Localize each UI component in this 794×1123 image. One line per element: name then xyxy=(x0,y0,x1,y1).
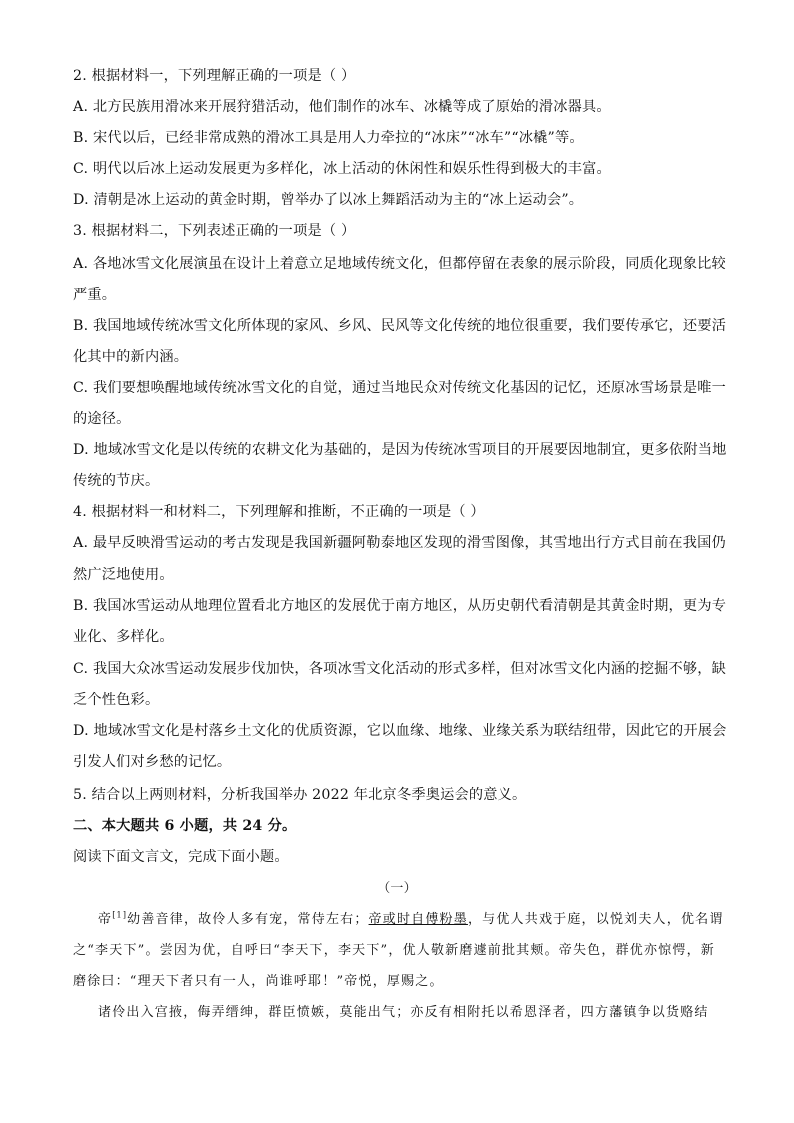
question-3-option-a-cont: 严重。 xyxy=(73,287,117,303)
passage-text: 帝 xyxy=(98,912,113,927)
passage-text: 幼善音律，故伶人多有宠，常侍左右； xyxy=(127,912,369,927)
question-4-stem: 4. 根据材料一和材料二，下列理解和推断，不正确的一项是（ ） xyxy=(73,504,485,520)
question-4-option-b-cont: 业化、多样化。 xyxy=(73,629,174,645)
question-5-stem: 5. 结合以上两则材料，分析我国举办 2022 年北京冬季奥运会的意义。 xyxy=(73,787,527,803)
question-3-option-c: C. 我们要想唤醒地域传统冰雪文化的自觉，通过当地民众对传统文化基因的记忆，还原冰雪场景是唯一 xyxy=(73,380,727,396)
question-4-option-d: D. 地域冰雪文化是村落乡土文化的优质资源，它以血缘、地缘、业缘关系为联结纽带，因此它的开展会 xyxy=(73,723,727,739)
question-4-option-d-cont: 引发人们对乡愁的记忆。 xyxy=(73,754,232,770)
question-2-option-c: C. 明代以后冰上运动发展更为多样化，冰上活动的休闲性和娱乐性得到极大的丰富。 xyxy=(73,161,611,177)
passage-paragraph-2-line-1: 诸伶出入宫掖，侮弄缙绅，群臣愤嫉，莫能出气；亦反有相附托以希恩泽者，四方藩镇争以货赂结 xyxy=(98,1005,709,1020)
passage-paragraph-1-line-3: 磨徐曰：“理天下者只有一人，尚谁呼耶！”帝悦，厚赐之。 xyxy=(73,974,444,989)
question-3-option-d: D. 地域冰雪文化是以传统的农耕文化为基础的，是因为传统冰雪项目的开展要因地制宜，更多依附当地 xyxy=(73,442,727,458)
question-2-stem: 2. 根据材料一，下列理解正确的一项是（ ） xyxy=(73,68,356,84)
section-2-heading: 二、本大题共 6 小题，共 24 分。 xyxy=(73,818,297,834)
section-2-instruction: 阅读下面文言文，完成下面小题。 xyxy=(73,849,289,865)
question-3-option-d-cont: 传统的节庆。 xyxy=(73,473,160,489)
question-3-option-a: A. 各地冰雪文化展演虽在设计上着意立足地域传统文化，但都停留在表象的展示阶段，同质化现象比较 xyxy=(73,256,726,272)
passage-paragraph-1-line-1 xyxy=(98,910,723,930)
question-4-option-a-cont: 然广泛地使用。 xyxy=(73,567,174,583)
question-3-stem: 3. 根据材料二，下列表述正确的一项是（ ） xyxy=(73,223,356,239)
question-4-option-c: C. 我国大众冰雪运动发展步伐加快，各项冰雪文化活动的形式多样，但对冰雪文化内涵的挖掘不够，缺 xyxy=(73,661,727,677)
question-2-option-d: D. 清朝是冰上运动的黄金时期，曾举办了以冰上舞蹈活动为主的“冰上运动会”。 xyxy=(73,192,584,208)
underlined-sentence: 帝或时自傅粉墨 xyxy=(368,912,468,927)
question-2-option-b: B. 宋代以后，已经非常成熟的滑冰工具是用人力牵拉的“冰床”“冰车”“冰橇”等。 xyxy=(73,130,584,146)
question-4-option-a: A. 最早反映滑雪运动的考古发现是我国新疆阿勒泰地区发现的滑雪图像，其雪地出行方式目前在我国仍 xyxy=(73,535,726,551)
question-3-option-c-cont: 的途径。 xyxy=(73,411,131,427)
passage-text: ，与优人共戏于庭，以悦刘夫人，优名谓 xyxy=(467,912,724,927)
passage-paragraph-1-line-2: 之“李天下”。尝因为优，自呼曰“李天下，李天下”，优人敬新磨遽前批其颊。帝失色，群优亦惊愕，新 xyxy=(73,943,715,958)
question-3-option-b: B. 我国地域传统冰雪文化所体现的家风、乡风、民风等文化传统的地位很重要，我们要传承它，还要活 xyxy=(73,318,727,334)
question-3-option-b-cont: 化其中的新内涵。 xyxy=(73,349,189,365)
question-2-option-a: A. 北方民族用滑冰来开展狩猎活动，他们制作的冰车、冰橇等成了原始的滑冰器具。 xyxy=(73,99,611,115)
footnote-marker: [1] xyxy=(112,910,128,920)
question-4-option-c-cont: 乏个性色彩。 xyxy=(73,692,160,708)
question-4-option-b: B. 我国冰雪运动从地理位置看北方地区的发展优于南方地区，从历史朝代看清朝是其黄金时期，更为专 xyxy=(73,598,727,614)
passage-title: （一） xyxy=(377,881,417,896)
